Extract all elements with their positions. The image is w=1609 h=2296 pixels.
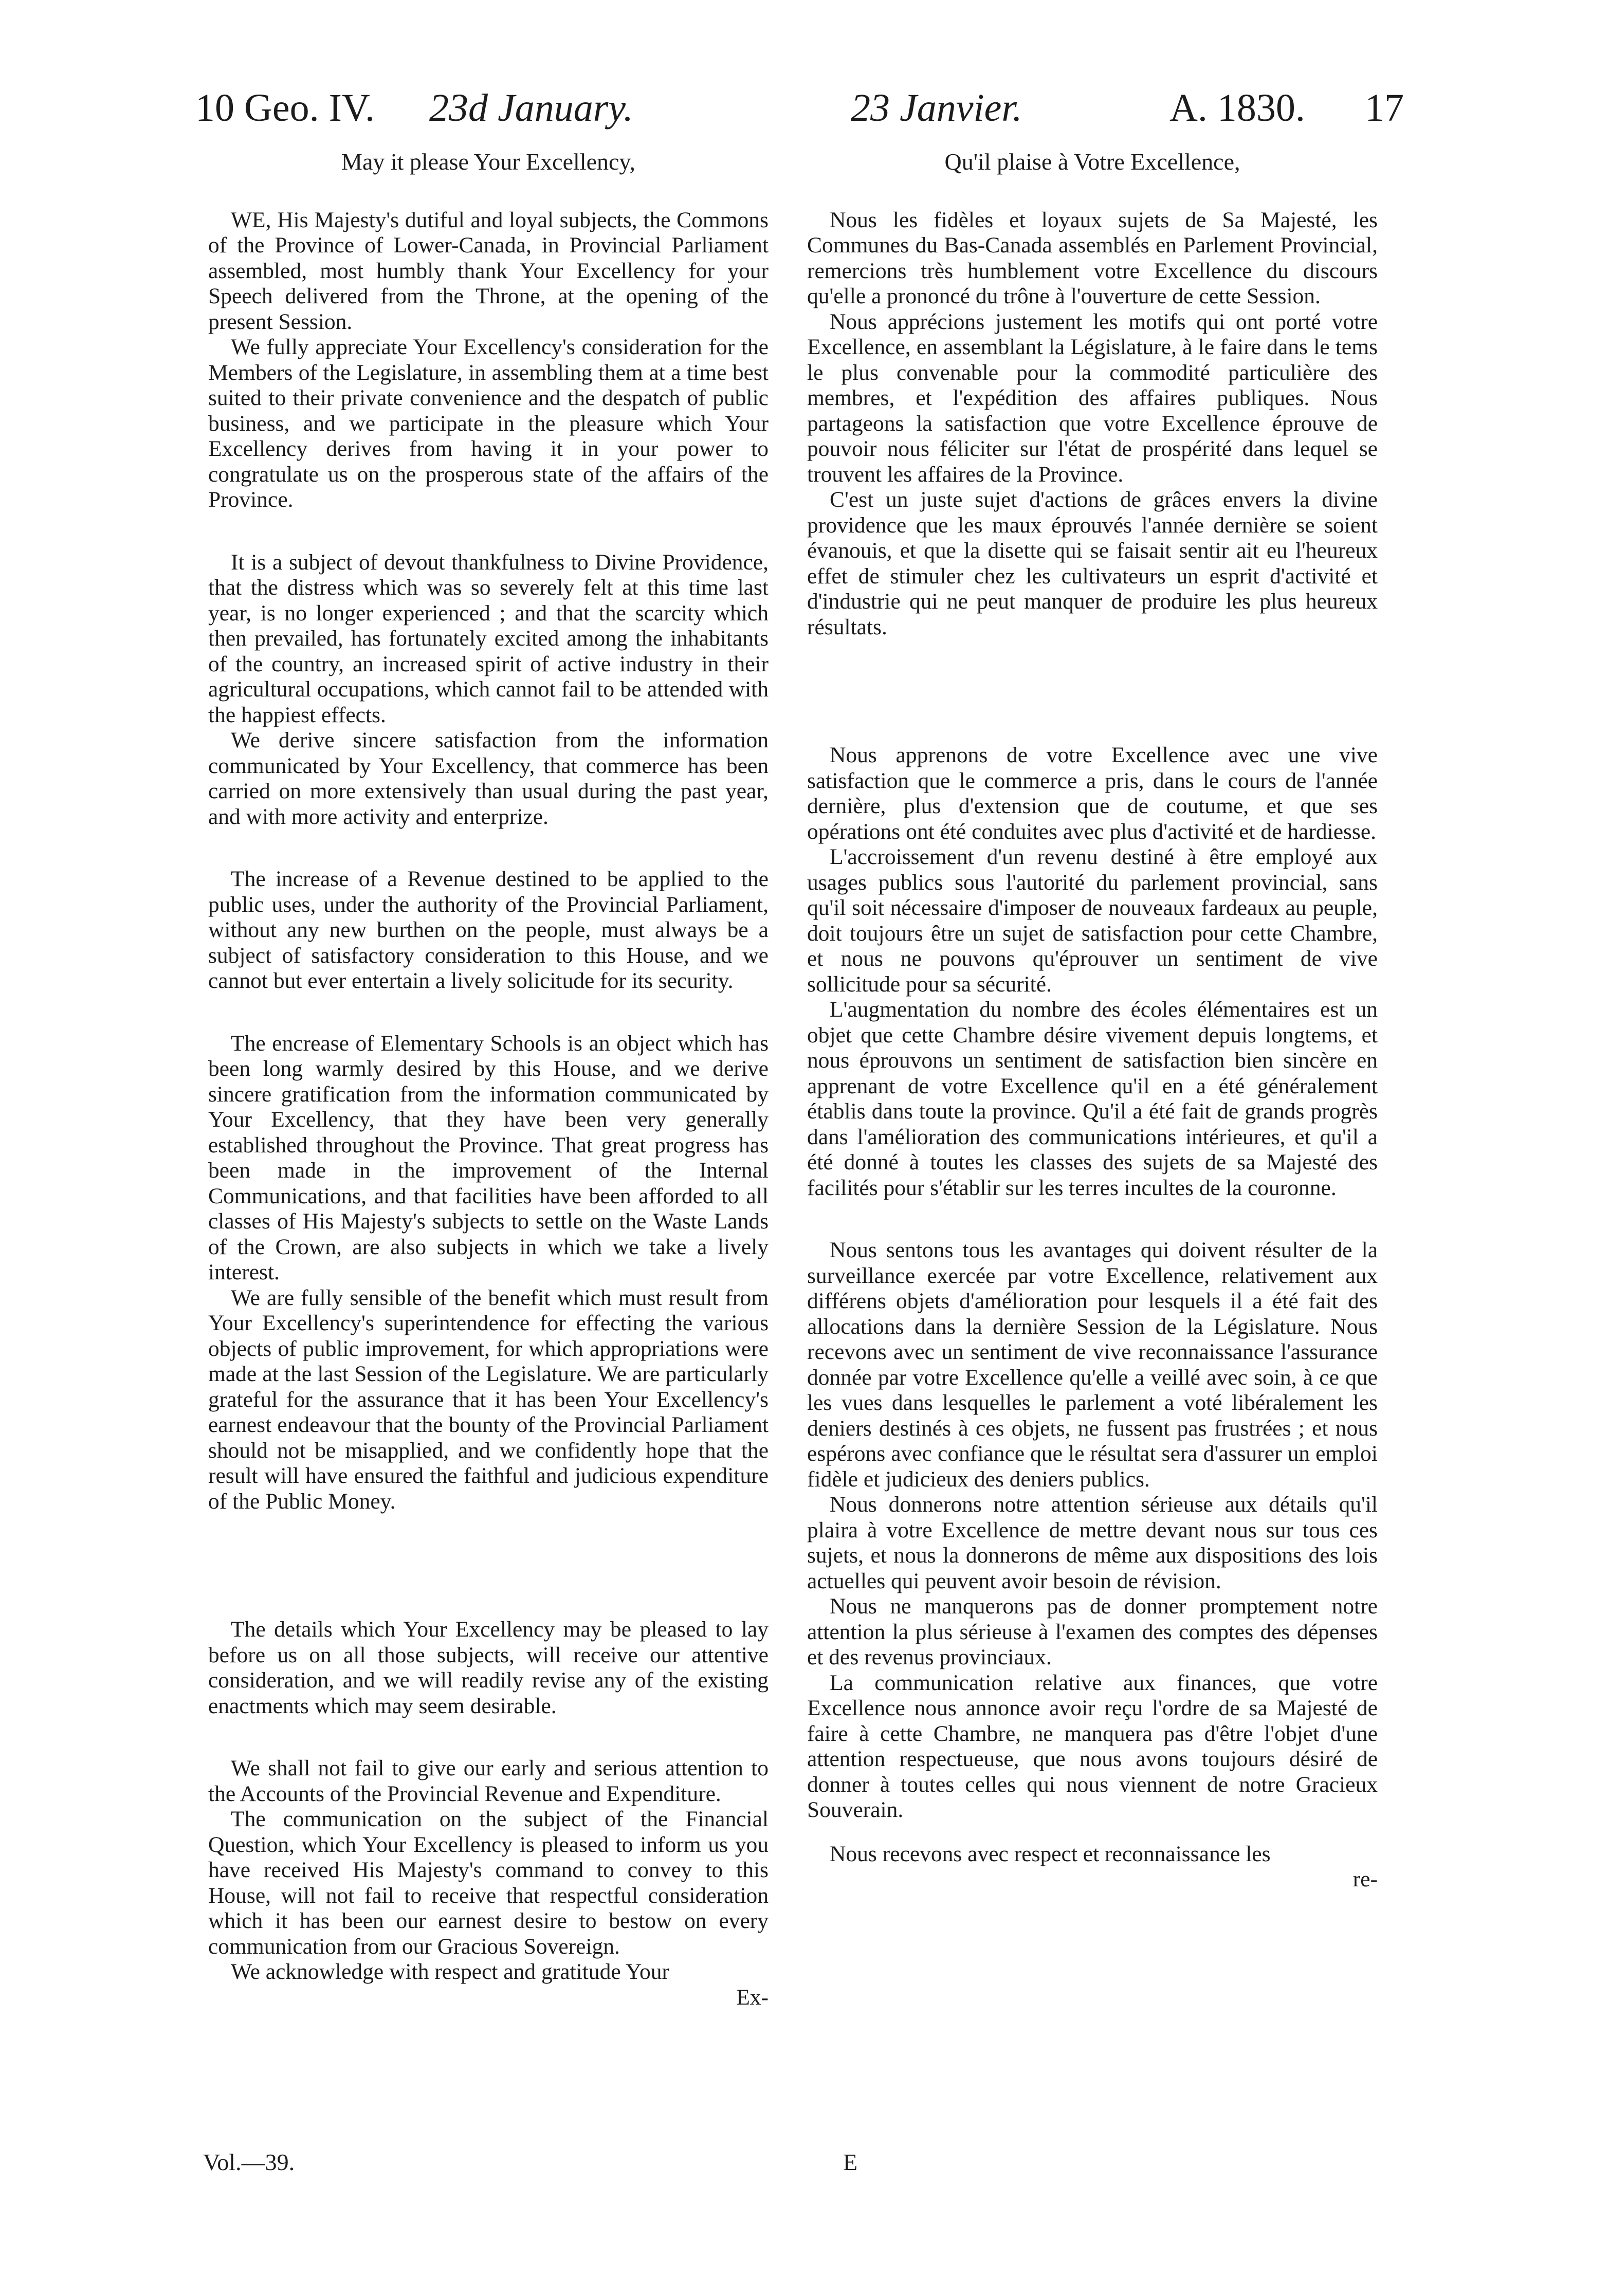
english-catchword: Ex- — [736, 1985, 769, 2010]
printer-signature: E — [843, 2149, 858, 2175]
english-paragraph: The details which Your Excellency may be pleased to lay before us on all those subjects, will receive our attentive consideration, and we will readily revise any of the existing enactments which may seem desirable. — [208, 1617, 769, 1718]
english-paragraph: We acknowledge with respect and gratitude Your — [231, 1959, 669, 1984]
french-paragraph: Nous apprenons de votre Excellence avec une vive satisfaction que le commerce a pris, dans le cours de l'année dernière, plus d'extension que de coutume, et que ses opérations ont été conduites avec plus d'activité et de hardiesse. — [807, 743, 1378, 844]
english-paragraph: WE, His Majesty's dutiful and loyal subjects, the Commons of the Province of Lower-Canada, in Provincial Parliament assembled, most humbly thank Your Excellency for your Speech delivered from the Throne, at the opening of the present Session. — [208, 207, 769, 334]
french-paragraph: Nous apprécions justement les motifs qui ont porté votre Excellence, en assemblant la Législature, à le faire dans le tems le plus convenable pour la commodité particulière des membres, et l'expédition des affaires publiques. Nous partageons la satisfaction que votre Excellence éprouve de pouvoir nous féliciter sur l'état de prospérité dans lequel se trouvent les affaires de la Province. — [807, 309, 1378, 487]
french-column — [807, 149, 1378, 1893]
french-paragraph: Nous sentons tous les avantages qui doivent résulter de la surveillance exercée par votre Excellence, relativement aux différens objets d'amélioration pour lesquels il a été fait des allocations dans la dernière Session de la Législature. Nous recevons avec un sentiment de vive reconnaissance l'assurance donnée par votre Excellence qu'elle a veillé avec soin, à ce que les vues dans lesquelles le parlement a voté libéralement les deniers destinés à ces objets, ne fussent pas frustrées ; et nous espérons avec confiance que le résultat sera d'assurer un emploi fidèle et judicieux des deniers publics. — [807, 1238, 1378, 1492]
english-salutation: May it please Your Excellency, — [341, 149, 635, 175]
english-paragraph: It is a subject of devout thankfulness to Divine Providence, that the distress which was so severely felt at this time last year, is no longer experienced ; and that the scarcity which then prevailed, has fortunately excited among the inhabitants of the country, an increased spirit of active industry in their agricultural occupations, which cannot fail to be attended with the happiest effects. — [208, 549, 769, 727]
english-column — [208, 149, 769, 2010]
volume-signature: Vol.—39. — [203, 2149, 295, 2175]
french-paragraph: L'accroissement d'un revenu destiné à être employé aux usages publics sous l'autorité du parlement provincial, sans qu'il soit nécessaire d'imposer de nouveaux fardeaux au peuple, doit toujours être un sujet de satisfaction pour cette Chambre, et nous ne pouvons qu'éprouver un sentiment de vive sollicitude pour sa sécurité. — [807, 844, 1378, 997]
french-paragraph: L'augmentation du nombre des écoles élémentaires est un objet que cette Chambre désire vivement depuis longtems, et nous éprouvons un sentiment de satisfaction bien sincère en apprenant de votre Excellence qu'il en a été généralement établis dans toute la province. Qu'il a été fait de grands progrès dans l'amélioration des communications intérieures, et qu'il a été donné à toutes les classes des sujets de sa Majesté des facilités pour s'établir sur les terres incultes de la couronne. — [807, 997, 1378, 1200]
page-number: 17 — [1365, 86, 1404, 130]
french-paragraph: C'est un juste sujet d'actions de grâces envers la divine providence que les maux éprouvés l'année dernière se soient évanouis, et que la disette qui se faisait sentir ait eu l'heureux effet de stimuler chez les cultivateurs un esprit d'activité et d'industrie qui ne peut manquer de produire les plus heureux résultats. — [807, 487, 1378, 639]
year: A. 1830. — [1169, 86, 1305, 130]
english-paragraph: The communication on the subject of the Financial Question, which Your Excellency is pleased to inform us you have received His Majesty's command to convey to this House, will not fail to receive that respectful consideration which it has been our earnest desire to bestow on every communication from our Gracious Sovereign. — [208, 1807, 769, 1959]
english-paragraph: The increase of a Revenue destined to be applied to the public uses, under the authority of the Provincial Parliament, without any new burthen on the people, must always be a subject of satisfactory consideration to this House, and we cannot but ever entertain a lively solicitude for its security. — [208, 867, 769, 993]
french-paragraph: Nous ne manquerons pas de donner promptement notre attention la plus sérieuse à l'examen des comptes des dépenses et des revenus provinciaux. — [807, 1594, 1378, 1669]
english-date: 23d January. — [429, 86, 633, 130]
french-date: 23 Janvier. — [851, 86, 1022, 130]
english-paragraph: The encrease of Elementary Schools is an object which has been long warmly desired by this House, and we derive sincere gratification from the information communicated by Your Excellency, that they have been very generally established throughout the Province. That great progress has been made in the improvement of the Internal Communications, and that facilities have been afforded to all classes of His Majesty's subjects to settle on the Waste Lands of the Crown, are also subjects in which we take a lively interest. — [208, 1031, 769, 1284]
french-paragraph: La communication relative aux finances, que votre Excellence nous annonce avoir reçu l'ordre de sa Majesté de faire à cette Chambre, ne manquera pas d'être l'objet d'une attention respectueuse, que nous avons toujours désiré de donner à toutes celles qui nous viennent de notre Gracieux Souverain. — [807, 1670, 1378, 1822]
english-paragraph: We are fully sensible of the benefit which must result from Your Excellency's superintendence for effecting the various objects of public improvement, for which appropriations were made at the last Session of the Legislature. We are particularly grateful for the assurance that it has been Your Excellency's earnest endeavour that the bounty of the Provincial Parliament should not be misapplied, and we confidently hope that the result will have ensured the faithful and judicious expenditure of the Public Money. — [208, 1285, 769, 1514]
french-salutation: Qu'il plaise à Votre Excellence, — [944, 149, 1240, 175]
french-paragraph: Nous donnerons notre attention sérieuse aux détails qu'il plaira à votre Excellence de mettre devant nous sur tous ces sujets, et nous la donnerons de même aux dispositions des lois actuelles qui peuvent avoir besoin de révision. — [807, 1492, 1378, 1593]
english-paragraph: We shall not fail to give our early and serious attention to the Accounts of the Provincial Revenue and Expenditure. — [208, 1756, 769, 1806]
french-paragraph: Nous recevons avec respect et reconnaissance les — [830, 1841, 1271, 1866]
french-catchword: re- — [1352, 1867, 1378, 1891]
english-paragraph: We fully appreciate Your Excellency's consideration for the Members of the Legislature, in assembling them at a time best suited to their private convenience and the despatch of public business, and we participate in the pleasure which Your Excellency derives from having it in your power to congratulate us on the prosperous state of the affairs of the Province. — [208, 335, 769, 512]
regnal-year: 10 Geo. IV. — [195, 86, 375, 130]
french-paragraph: Nous les fidèles et loyaux sujets de Sa Majesté, les Communes du Bas-Canada assemblés en Parlement Provincial, remercions très humblement votre Excellence du discours qu'elle a prononcé du trône à l'ouverture de cette Session. — [807, 207, 1378, 308]
english-paragraph: We derive sincere satisfaction from the information communicated by Your Excellency, that commerce has been carried on more extensively than usual during the past year, and with more activity and enterprize. — [208, 728, 769, 829]
